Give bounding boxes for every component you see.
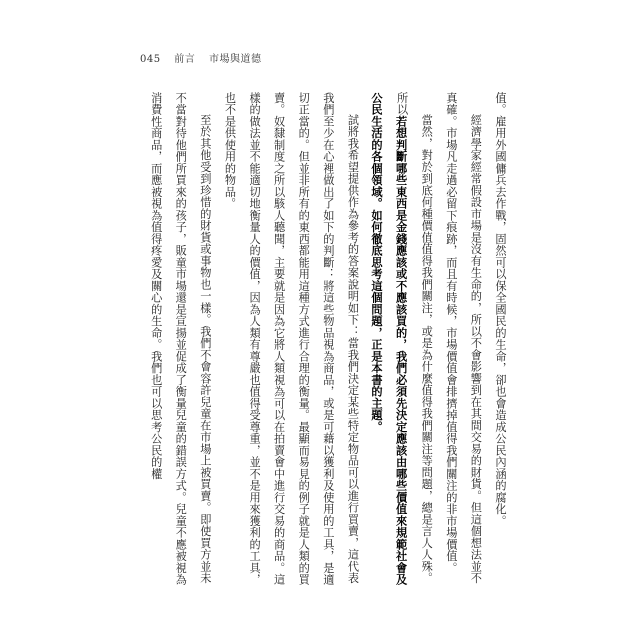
paragraph	[438, 92, 487, 587]
emphasized-text: 若想判斷哪些東西是金錢應該或不應該買的，我們必須先決定應該由哪些價值來規範社會及公民生活的各個領域。如何徹底思考這個問題，正是本書的主題。	[370, 92, 409, 586]
section-label: 前言	[174, 54, 196, 65]
paragraph-text: 至於其他受到珍惜的財貨或事物也一樣。我們不會容許兒童在市場上被買賣。即使買方並未不當對待他們所買來的孩子，販童市場還是宣揚並促成了衡量兒童的錯誤方式。兒童不應被視為消費性商品，而應被視為值得疼愛及關心的生命。我們也可以思考公民的權	[149, 92, 212, 586]
paragraph	[143, 92, 217, 587]
running-header	[140, 50, 271, 65]
paragraph	[364, 92, 438, 587]
paragraph	[217, 92, 365, 587]
paragraph-text: 經濟學家經常假設市場是沒有生命的，所以不會影響到在其間交易的財貨。但這個想法並不真確。市場凡走過必留下痕跡，而且有時候，市場價值會排擠掉值得我們關注的非市場價值。	[444, 92, 483, 585]
paragraph-text: 當然，對於到底何種價值值得我們關注，或是為什麼值得我們關注等問題，總是言人人殊。所以	[395, 92, 434, 585]
paragraph-text: 試將我希望提供作為參考的答案說明如下：當我們決定某些特定物品可以進行買賣，這代表我們至少在心裡做出了如下的判斷：將這些物品視為商品，或是可藉以獲利及使用的工具，是適切正當的。但並非所有的東西都能用這種方式進行合理的衡量。最顯而易見的例子就是人類的買賣。奴隸制度之所以駭人聽聞，主要就是因為它將人類視為可以在拍賣會中進行交易的商品。這樣的做法並不能適切地衡量人的價值，因為人類有尊嚴也值得受尊重，並不是用來獲利的工具，也不是供使用的物品。	[223, 92, 360, 586]
book-page	[110, 40, 530, 600]
body-text	[134, 92, 512, 587]
paragraph	[487, 92, 512, 587]
paragraph-text: 值。雇用外國傭兵去作戰，固然可以保全國民的生命，卻也會造成公民內涵的腐化。	[494, 92, 507, 527]
chapter-title: 市場與道德	[208, 54, 262, 65]
page-number: 045	[140, 54, 161, 65]
